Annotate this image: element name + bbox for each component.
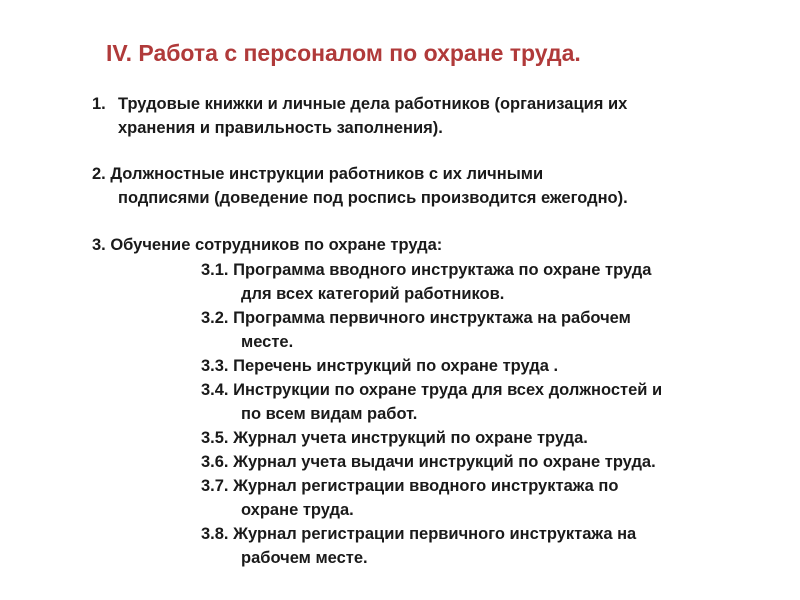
item-1-line-2: хранения и правильность заполнения).: [118, 119, 443, 137]
item-1-line-1: [92, 92, 627, 116]
slide-title: IV. Работа с персоналом по охране труда.: [106, 40, 581, 66]
item-3-heading: 3. Обучение сотрудников по охране труда:: [92, 236, 443, 254]
item-2-line-1: 2. Должностные инструкции работников с их личными: [92, 165, 544, 183]
subitem-3-8-line-2: рабочем месте.: [241, 549, 368, 567]
subitem-3-7-line-2: охране труда.: [241, 501, 354, 519]
subitem-3-1-line-2: для всех категорий работников.: [241, 285, 505, 303]
subitem-3-2-line-2: месте.: [241, 333, 294, 351]
subitem-3-4-line-1: 3.4. Инструкции по охране труда для всех должностей и: [201, 381, 663, 399]
subitem-3-3-line-1: 3.3. Перечень инструкций по охране труда .: [201, 357, 559, 375]
subitem-3-8-line-1: 3.8. Журнал регистрации первичного инструктажа на: [201, 525, 637, 543]
subitem-3-5-line-1: 3.5. Журнал учета инструкций по охране труда.: [201, 429, 588, 447]
subitem-3-1-line-1: 3.1. Программа вводного инструктажа по охране труда: [201, 261, 652, 279]
item-2-line-2: подписями (доведение под роспись производится ежегодно).: [118, 189, 628, 207]
subitem-3-6-line-1: 3.6. Журнал учета выдачи инструкций по охране труда.: [201, 453, 656, 471]
subitem-3-2-line-1: 3.2. Программа первичного инструктажа на рабочем: [201, 309, 631, 327]
subitem-3-4-line-2: по всем видам работ.: [241, 405, 418, 423]
item-1-text-line-1: Трудовые книжки и личные дела работников (организация их: [118, 95, 628, 113]
subitem-3-7-line-1: 3.7. Журнал регистрации вводного инструктажа по: [201, 477, 619, 495]
item-1-number: 1.: [92, 95, 106, 113]
